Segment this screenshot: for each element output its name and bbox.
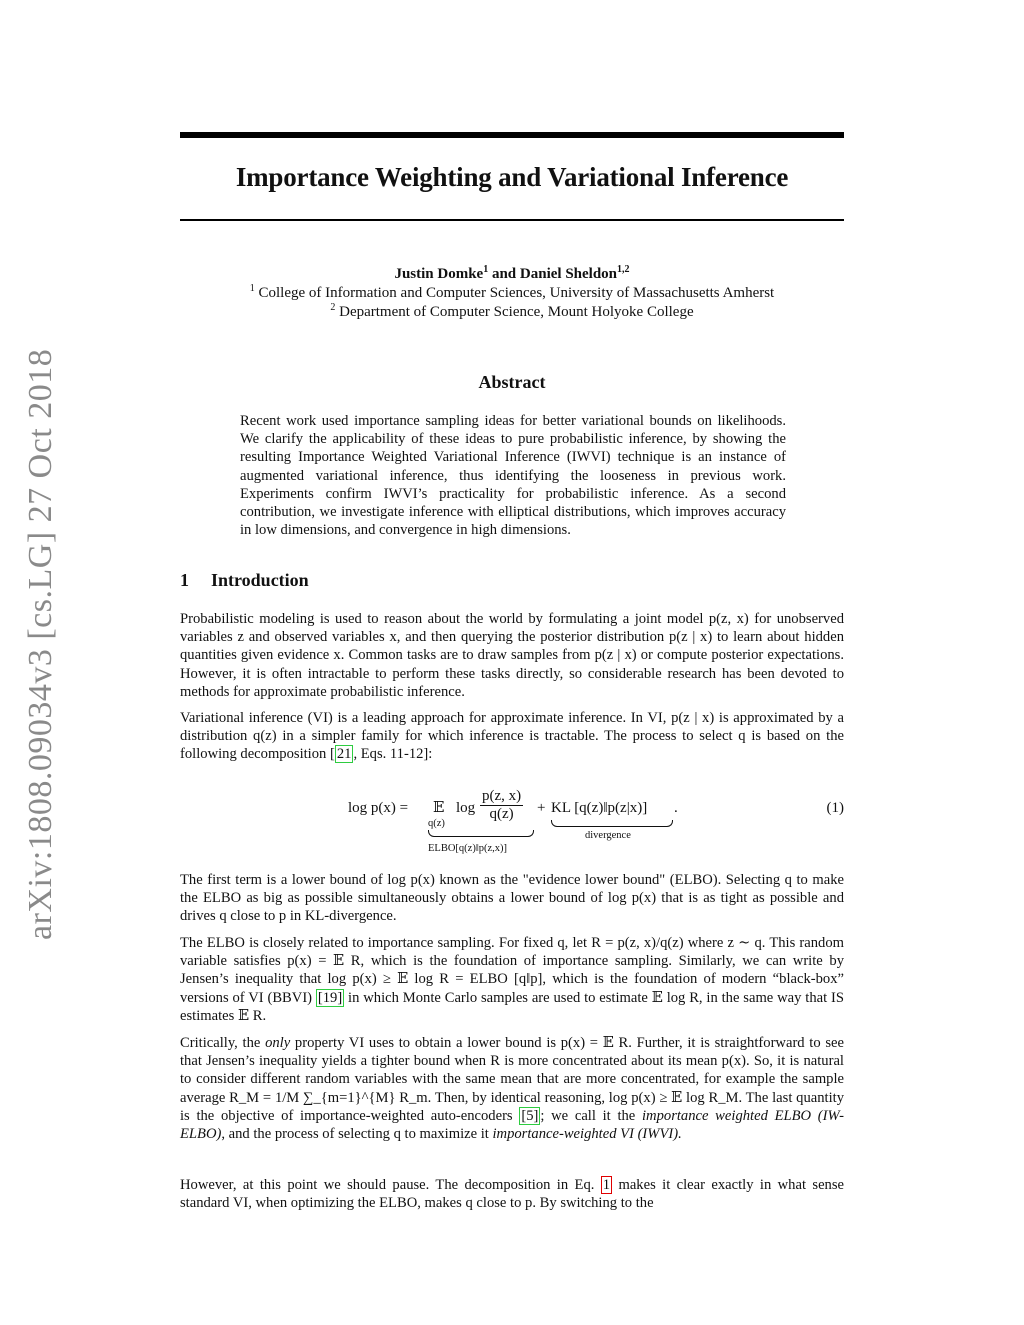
paragraph-text: However, at this point we should pause. The decomposition in Eq. xyxy=(180,1177,601,1193)
equation-reference-link[interactable]: 1 xyxy=(602,1177,611,1193)
eq-lhs: log p(x) = xyxy=(348,800,409,816)
eq-plus: + xyxy=(537,800,546,816)
paragraph-text: property VI uses to obtain a lower bound is p(x) = 𝔼 R. Further, it is straightforward to see that Jensen’s inequality yields a tighter bound when R is more concentrated about its mean p(x). So, it is natural to consider different random variables with the same mean that are more concentrated, for example the sample average R_M = 1/M ∑_{m=1}^{M} R_m. Then, by identical reasoning, log p(x) ≥ 𝔼 log R_M. The last quantity is the objective of importance-weighted auto-encoders xyxy=(180,1035,844,1124)
paragraph xyxy=(180,934,844,1025)
affil-text: Department of Computer Science, Mount Holyoke College xyxy=(335,304,694,320)
elbo-underbrace xyxy=(428,830,534,837)
eq-elbo-label: ELBO[q(z)‖p(z,x)] xyxy=(428,843,508,854)
paragraph xyxy=(180,610,844,701)
author-affil-sup: 1,2 xyxy=(617,264,630,275)
eq-log: log xyxy=(456,800,476,816)
paragraph-text: The first term is a lower bound of log p(x) known as the "evidence lower bound" (ELBO). Selecting q to make the ELBO as big as possible simultaneously obtains a lower bound of log p(x) that is as tight as possible and drives q close to p in KL-divergence. xyxy=(180,872,844,925)
eq-numerator: p(z, x) xyxy=(482,788,522,804)
section-heading xyxy=(180,570,309,591)
paragraph xyxy=(180,1176,844,1212)
paragraph-text: Critically, the xyxy=(180,1035,266,1051)
paragraph xyxy=(180,871,844,926)
eq-fraction xyxy=(480,788,523,823)
arxiv-side-stamp: arXiv:1808.09034v3 [cs.LG] 27 Oct 2018 xyxy=(22,348,59,940)
affil-sup: 2 xyxy=(330,302,336,313)
paragraph-text: in which Monte Carlo samples are used to estimate 𝔼 log R, in the same way that IS estimates 𝔼 R. xyxy=(180,989,844,1024)
author-names xyxy=(180,265,844,284)
author-affil-sup: 1 xyxy=(483,264,489,275)
eq-expectation-sub: q(z) xyxy=(428,818,445,829)
emphasis: importance-weighted VI (IWVI). xyxy=(492,1126,682,1143)
equation-number: (1) xyxy=(826,800,844,816)
equation-1 xyxy=(180,780,844,860)
affiliation-1 xyxy=(180,284,844,303)
eq-period: . xyxy=(674,800,678,816)
author-and: and xyxy=(488,266,520,282)
affil-sup: 1 xyxy=(249,283,255,294)
affil-text: College of Information and Computer Sciences, University of Massachusetts Amherst xyxy=(254,285,775,301)
paragraph-text: ; we call it the xyxy=(540,1107,642,1124)
divergence-underbrace xyxy=(551,820,673,827)
abstract-text: Recent work used importance sampling ideas for better variational bounds on likelihoods. We clarify the applicability of these ideas to pure probabilistic inference, by showing the resulting Importance Weighted Variational Inference (IWVI) technique is an instance of augmented variational inference, thus identifying the looseness in previous work. Experiments confirm IWVI’s practicality for probabilistic inference. As a second contribution, we investigate inference with elliptical distributions, which improves accuracy in low dimensions, and convergence in high dimensions. xyxy=(240,413,786,539)
section-title: Introduction xyxy=(211,570,309,590)
eq-divergence-label: divergence xyxy=(585,830,631,841)
eq-denominator: q(z) xyxy=(489,806,514,822)
paragraph-text: , and the process of selecting q to maximize it xyxy=(221,1126,493,1143)
author-name: Justin Domke xyxy=(394,266,484,282)
author-name: Daniel Sheldon xyxy=(519,266,618,282)
paragraph-text: makes it clear exactly in what sense standard VI, when optimizing the ELBO, makes q close to p. By switching to the xyxy=(180,1177,844,1212)
eq-kl: KL [q(z)‖p(z|x)] xyxy=(551,800,648,816)
affiliation-2 xyxy=(180,303,844,322)
section-number: 1 xyxy=(180,570,189,590)
citation-link[interactable]: [5] xyxy=(521,1107,539,1124)
paragraph xyxy=(180,709,844,764)
citation-link[interactable]: 21 xyxy=(336,746,352,763)
eq-expectation: 𝔼 xyxy=(433,800,445,816)
paper-title: Importance Weighting and Variational Inference xyxy=(235,162,789,192)
abstract-heading: Abstract xyxy=(478,372,546,392)
paragraph-text: Probabilistic modeling is used to reason about the world by formulating a joint model p(z, x) for unobserved variables z and observed variables x, and then querying the posterior distribution p(z | x) to learn about hidden quantities given evidence x. Common tasks are to draw samples from p(z | x) or compute posterior expectations. However, it is often intractable to perform these tasks directly, so considerable research has been devoted to methods for approximate probabilistic inference. xyxy=(180,611,844,700)
title-rule-bottom xyxy=(180,219,844,221)
title-rule-top xyxy=(180,132,844,138)
emphasis: only xyxy=(265,1035,291,1051)
paragraph-text: , Eqs. 11-12]: xyxy=(353,746,433,763)
citation-link[interactable]: [19] xyxy=(317,989,343,1006)
emphasis: importance weighted ELBO (IW-ELBO) xyxy=(180,1107,844,1143)
author-block xyxy=(180,265,844,322)
paragraph-text: The ELBO is closely related to importance sampling. For fixed q, let R = p(z, x)/q(z) where z ∼ q. This random variable satisfies p(x) = 𝔼 R, which is the foundation of importance sampling. Similarly, we can write by Jensen’s inequality that log p(x) ≥ 𝔼 log R = ELBO [q‖p], which is the foundation of modern “black-box” versions of VI (BBVI) xyxy=(180,935,844,1006)
paragraph-text: Variational inference (VI) is a leading approach for approximate inference. In VI, p(z | x) is approximated by a distribution q(z) in a simpler family for which inference is tractable. The process to select q is based on the following decomposition [ xyxy=(180,710,844,763)
paragraph xyxy=(180,1034,844,1143)
